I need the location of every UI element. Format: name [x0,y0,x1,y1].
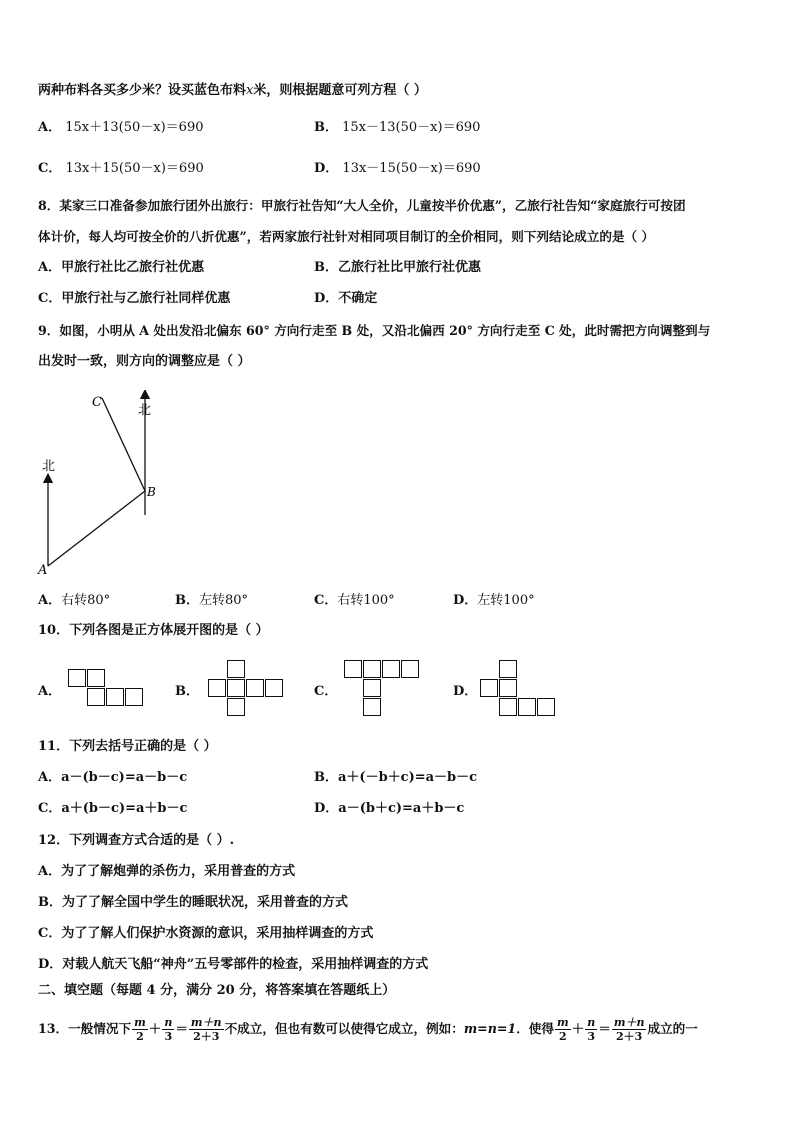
q7-option-c: C． 13x＋15(50－x)＝690 [38,161,204,176]
q9-stem-line2: 出发时一致，则方向的调整应是（ ） [38,354,251,369]
point-label-b: B [147,485,156,499]
fraction-n-over-3-b: $\frac{n}{3}$ [587,1016,596,1043]
q12-option-b: B．为了了解全国中学生的睡眠状况，采用普查的方式 [38,895,349,910]
q8-option-a: A．甲旅行社比乙旅行社优惠 [38,260,205,275]
q12-option-d: D．对载人航天飞船“神舟”五号零部件的检查，采用抽样调查的方式 [38,957,429,972]
q7-option-d: D． 13x－15(50－x)＝690 [314,161,481,176]
q9-direction-figure [30,390,170,580]
q11-option-a: A．a－(b－c)=a－b－c [38,770,188,785]
q13-stem: 13．一般情况下 $\frac{m}{2}$ ＋ $\frac{n}{3}$ ＝ $\frac{m+n}{2+3}$ 不成立，但也有数可以使得它成立，例如：m=n=1．使得 $\frac{m}{2}$ ＋ $\frac{n}{3}$ ＝ $\frac{m+n}{2+3}$ 成立的一 [38,1016,698,1043]
q8-option-b: B．乙旅行社比甲旅行社优惠 [314,260,482,275]
q8-stem-line1: 8．某家三口准备参加旅行团外出旅行：甲旅行社告知“大人全价，儿童按半价优惠”，乙旅行社告知“家庭旅行可按团 [38,198,686,213]
section-2-heading: 二、填空题（每题 4 分，满分 20 分，将答案填在答题纸上） [38,983,396,998]
q10-label-c: C． [314,684,338,699]
q8-stem-line2: 体计价，每人均可按全价的八折优惠”，若两家旅行社针对相同项目制订的全价相同，则下列结论成立的是（ ） [38,229,655,244]
fraction-m-over-2: $\frac{m}{2}$ [134,1016,146,1043]
north-label-b: 北 [138,403,152,418]
q10-label-a: A． [38,684,62,699]
q7-option-a: A． 15x＋13(50－x)＝690 [38,120,204,135]
q12-option-c: C．为了了解人们保护水资源的意识，采用抽样调查的方式 [38,926,374,941]
q7-option-b: B． 15x－13(50－x)＝690 [314,120,481,135]
q9-option-d: D．左转100° [453,593,535,608]
point-label-c: C [92,395,102,410]
q8-option-c: C．甲旅行社与乙旅行社同样优惠 [38,291,231,306]
q10-label-d: D． [453,684,478,699]
q9-option-a: A．右转80° [38,593,111,608]
north-label-a: 北 [42,459,56,474]
q7-stem: 两种布料各买多少米？设买蓝色布料x米，则根据题意可列方程（ ） [38,83,427,98]
q9-option-b: B．左转80° [175,593,249,608]
q11-stem: 11．下列去括号正确的是（ ） [38,739,217,754]
q12-stem: 12．下列调查方式合适的是（ ）. [38,833,235,848]
q9-stem-line1: 9．如图，小明从 A 处出发沿北偏东 60° 方向行走至 B 处，又沿北偏西 20° 方向行走至 C 处，此时需把方向调整到与 [38,323,711,338]
fraction-mn-over-sum: $\frac{m+n}{2+3}$ [190,1016,222,1043]
q11-option-c: C．a＋(b－c)=a＋b－c [38,801,188,816]
fraction-mn-over-sum-b: $\frac{m+n}{2+3}$ [613,1016,645,1043]
q10-label-b: B． [175,684,199,699]
path-a-to-b [48,491,145,566]
q11-option-b: B．a＋(－b＋c)=a－b－c [314,770,478,785]
fraction-n-over-3: $\frac{n}{3}$ [164,1016,173,1043]
point-label-a: A [38,563,48,578]
q11-option-d: D．a－(b＋c)=a＋b－c [314,801,465,816]
q9-option-c: C．右转100° [314,593,395,608]
q12-option-a: A．为了了解炮弹的杀伤力，采用普查的方式 [38,864,296,879]
q10-stem: 10．下列各图是正方体展开图的是（ ） [38,623,269,638]
q8-option-d: D．不确定 [314,291,378,306]
fraction-m-over-2-b: $\frac{m}{2}$ [556,1016,569,1043]
